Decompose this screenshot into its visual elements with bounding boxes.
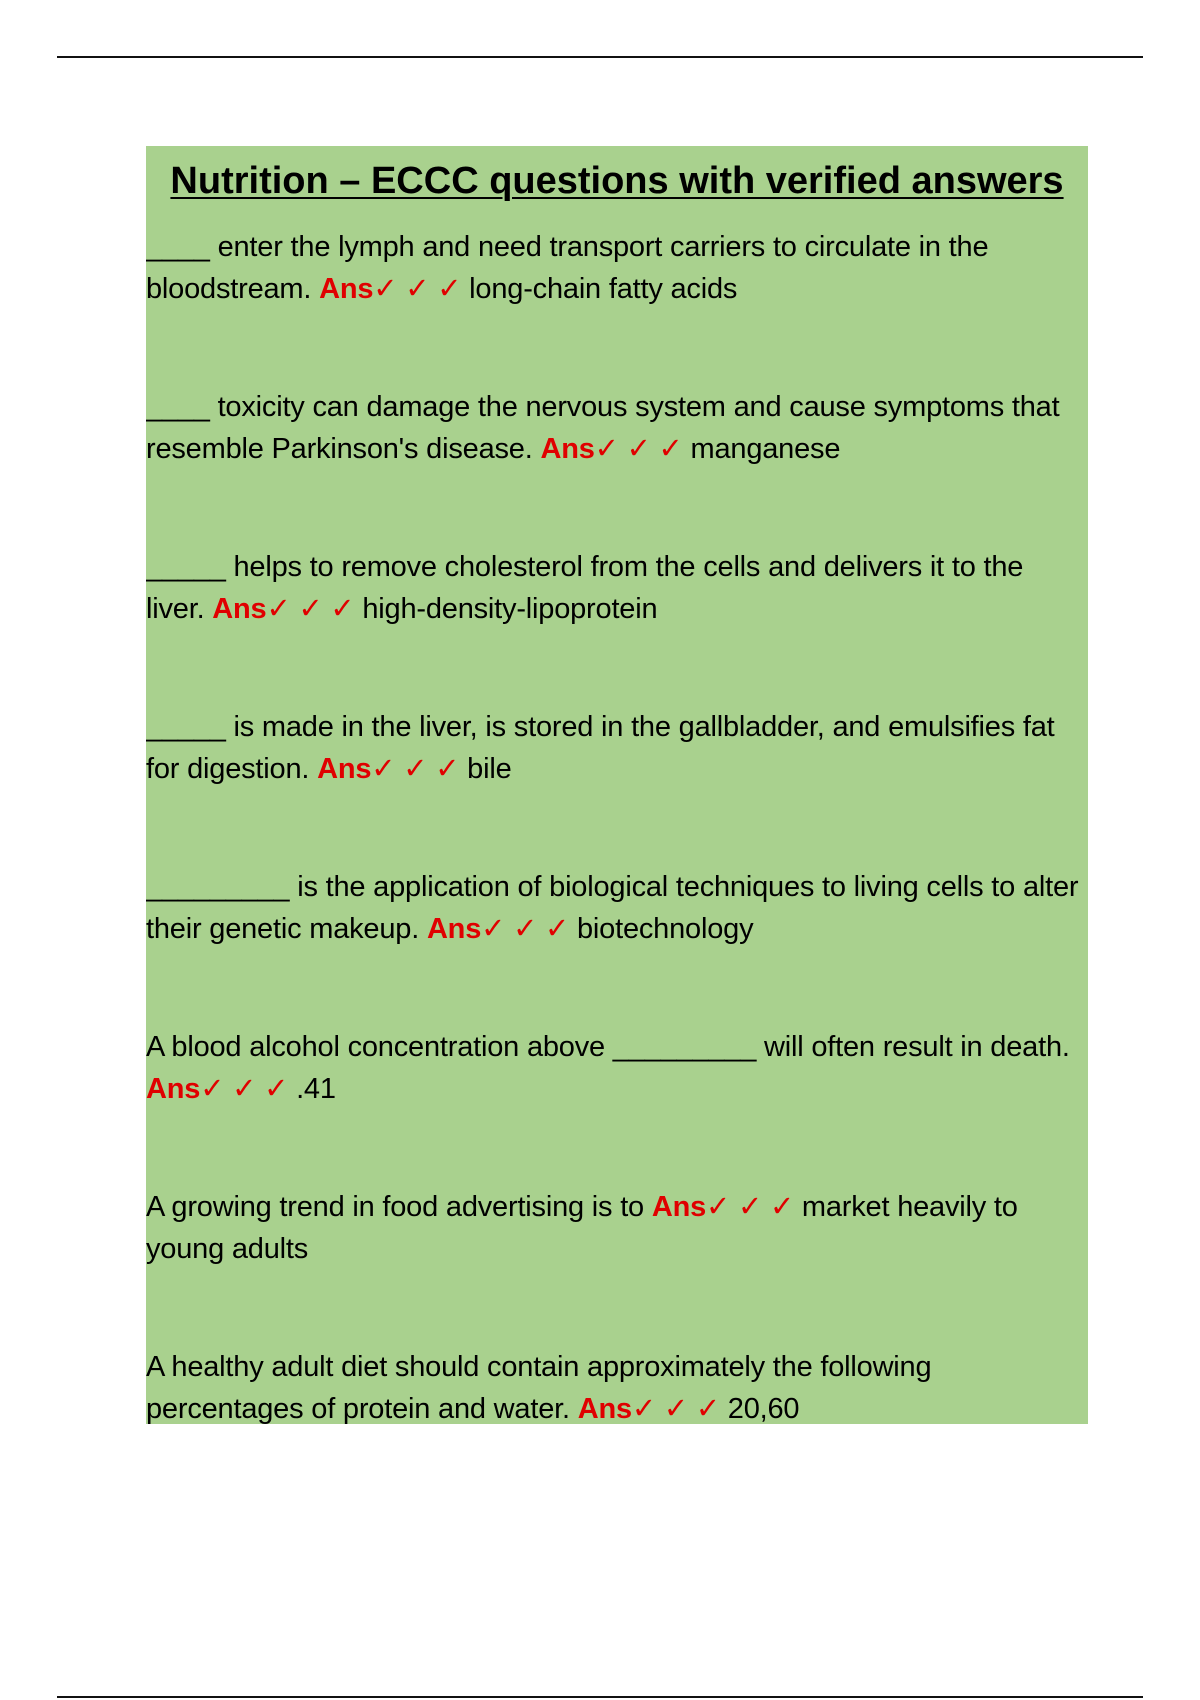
question-text: _____ helps to remove cholesterol from the cells and delivers it to the liver. (146, 551, 1024, 625)
qa-item (146, 706, 1088, 866)
check-marks-icon: ✓ ✓ ✓ (371, 753, 460, 785)
check-marks-icon: ✓ ✓ ✓ (266, 593, 355, 625)
question-text: A blood alcohol concentration above _________ will often result in death. (146, 1031, 1070, 1063)
question-text: A growing trend in food advertising is to (146, 1191, 644, 1223)
answer-label: Ans (651, 1191, 707, 1223)
question-text: ____ enter the lymph and need transport carriers to circulate in the bloodstream. (146, 231, 989, 305)
answer-text: bile (467, 753, 512, 785)
top-rule (57, 56, 1143, 58)
answer-text: high-density-lipoprotein (362, 593, 658, 625)
qa-item (146, 546, 1088, 706)
answer-label: Ans (146, 1073, 201, 1105)
question-text: _________ is the application of biological techniques to living cells to alter their genetic makeup. (146, 871, 1079, 945)
answer-label: Ans (577, 1393, 632, 1425)
check-marks-icon: ✓ ✓ ✓ (706, 1191, 795, 1223)
question-text: ____ toxicity can damage the nervous system and cause symptoms that resemble Parkinson's disease. (146, 391, 1060, 465)
answer-label: Ans (317, 753, 372, 785)
qa-item (146, 1026, 1088, 1186)
answer-text: market heavily to young adults (146, 1191, 1018, 1265)
answer-text: 20,60 (727, 1393, 800, 1425)
check-marks-icon: ✓ ✓ ✓ (481, 913, 570, 945)
check-marks-icon: ✓ ✓ ✓ (200, 1073, 289, 1105)
qa-item (146, 386, 1088, 546)
bottom-rule (57, 1696, 1143, 1698)
question-text: A healthy adult diet should contain approximately the following percentages of protein and water. (146, 1351, 932, 1425)
check-marks-icon: ✓ ✓ ✓ (373, 273, 462, 305)
check-marks-icon: ✓ ✓ ✓ (594, 433, 683, 465)
qa-item (146, 1346, 1088, 1506)
answer-label: Ans (540, 433, 595, 465)
document-title: Nutrition – ECCC questions with verified answers (170, 160, 1064, 202)
answer-label: Ans (319, 273, 374, 305)
answer-label: Ans (426, 913, 482, 945)
answer-text: biotechnology (577, 913, 754, 945)
qa-panel (146, 146, 1088, 1424)
check-marks-icon: ✓ ✓ ✓ (631, 1393, 720, 1425)
qa-list (146, 226, 1088, 1506)
answer-text: .41 (296, 1073, 336, 1105)
answer-label: Ans (212, 593, 267, 625)
qa-item (146, 226, 1088, 386)
answer-text: manganese (690, 433, 841, 465)
qa-item (146, 866, 1088, 1026)
qa-item (146, 1186, 1088, 1346)
answer-text: long-chain fatty acids (469, 273, 738, 305)
question-text: _____ is made in the liver, is stored in the gallbladder, and emulsifies fat for digestion. (146, 711, 1055, 785)
